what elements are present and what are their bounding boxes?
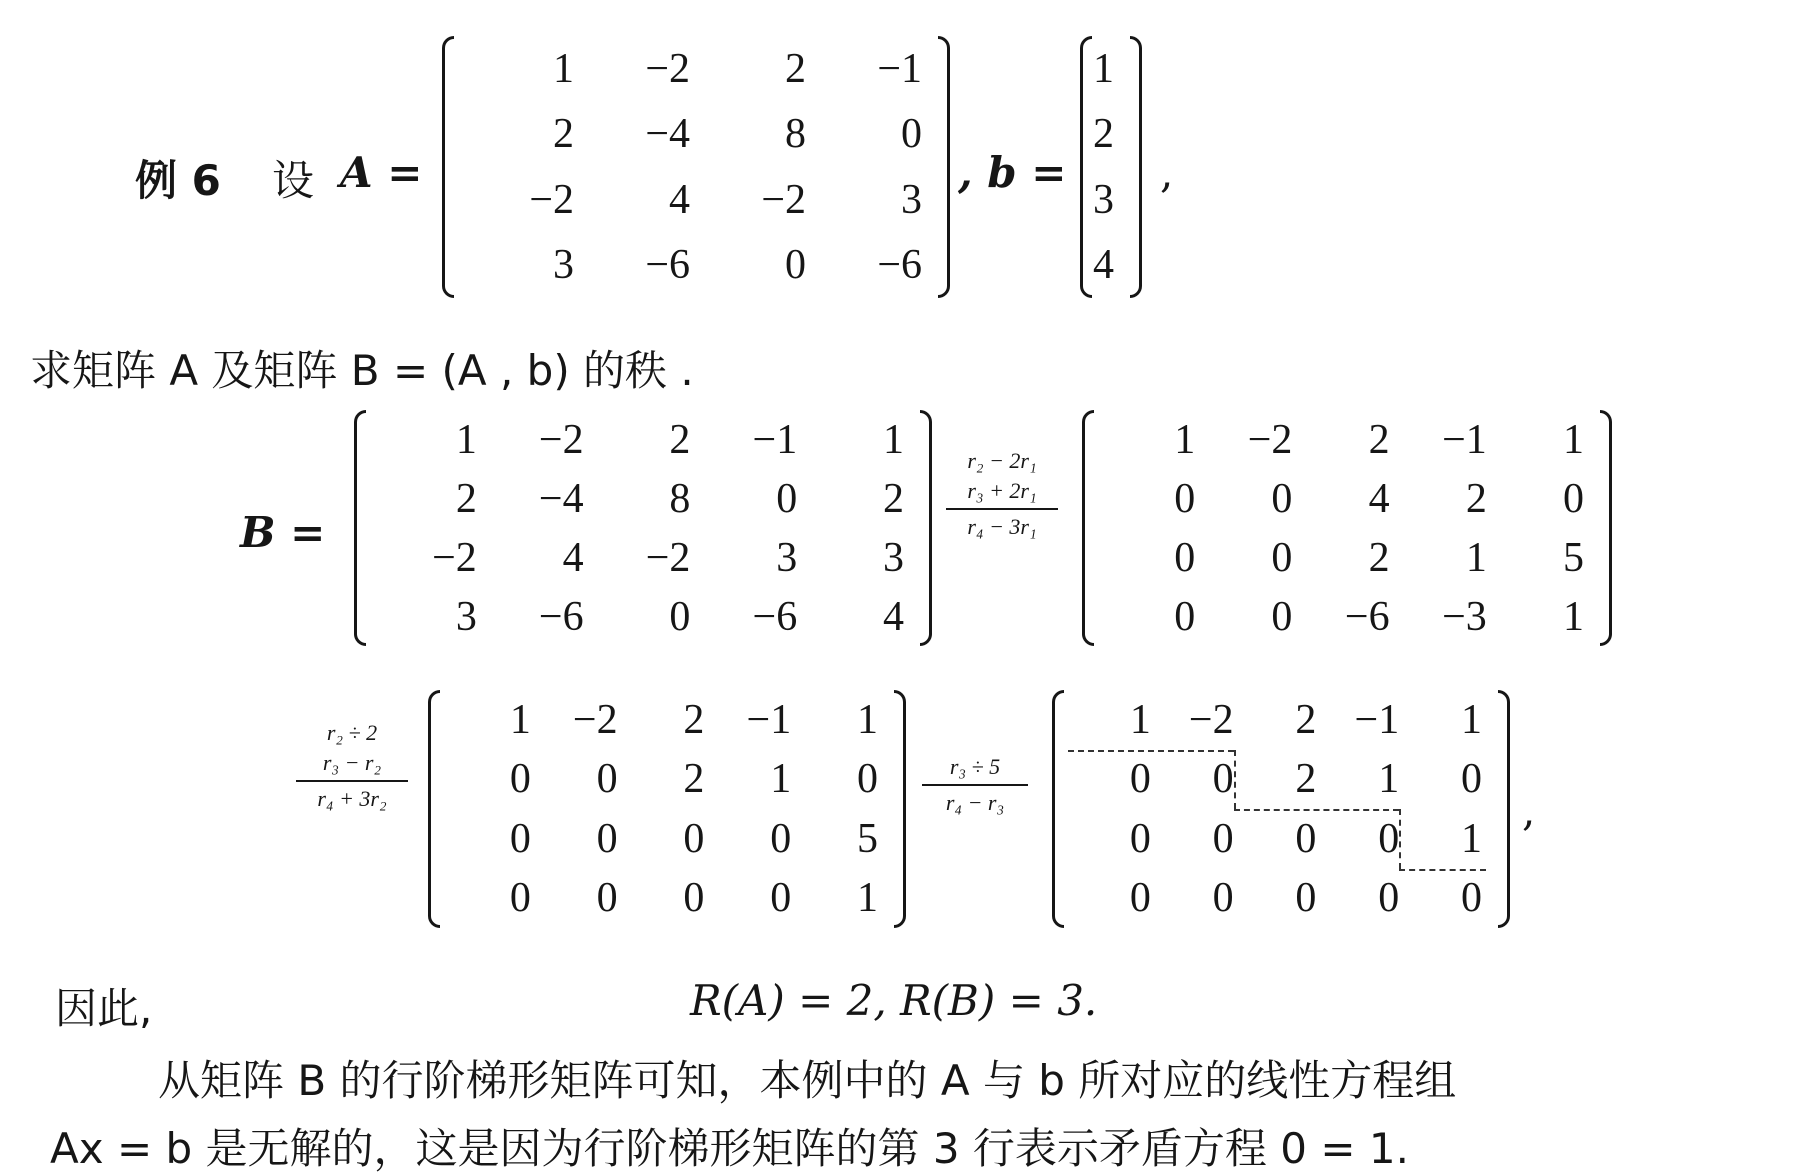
left-bracket [1052, 690, 1064, 928]
matrix-cell: 5 [857, 815, 878, 862]
matrix-cell: 1 [857, 696, 878, 743]
staircase-dashed-line [1234, 750, 1236, 810]
row-operation: r₃ ÷ 5 [949, 754, 1001, 779]
matrix-cell: 1 [1461, 815, 1482, 862]
matrix-cell: 0 [683, 875, 705, 922]
matrix-cell: 0 [770, 815, 792, 862]
matrix-cell: 0 [1174, 593, 1196, 640]
matrix-cell: 0 [1271, 593, 1293, 640]
matrix-cell: −2 [761, 176, 806, 223]
matrix-cell: −2 [1188, 696, 1234, 743]
row-operation: r₂ − 2r₁ [967, 448, 1037, 473]
explanation-line-2: Ax = b 是无解的，这是因为行阶梯形矩阵的第 3 行表示矛盾方程 0 = 1. [50, 1124, 1409, 1173]
matrix-cell: 8 [669, 475, 691, 522]
matrix-cell: −1 [1442, 416, 1487, 463]
matrix-cell: −4 [645, 111, 690, 158]
staircase-dashed-line [1234, 809, 1400, 811]
row-operation: r₃ + 2r₁ [967, 478, 1037, 503]
matrix-cell: 0 [1174, 534, 1196, 581]
matrix-cell: 4 [883, 593, 904, 640]
row-operation: r₃ − r₂ [322, 750, 382, 775]
matrix-cell: 2 [883, 475, 904, 522]
rank-result: R(A) = 2, R(B) = 3. [690, 976, 1098, 1025]
matrix-cell: −6 [877, 242, 922, 289]
example-trailing-comma: , [1160, 148, 1174, 197]
matrix-cell: 2 [1093, 111, 1114, 158]
matrix-cell: 2 [455, 475, 477, 522]
matrix-cell: 0 [596, 756, 618, 803]
matrix-cell: 0 [857, 756, 878, 803]
matrix-cell: 0 [1129, 815, 1151, 862]
matrix-cell: 2 [1368, 534, 1390, 581]
transform-arrow [946, 508, 1058, 510]
row-ops-step3 [922, 752, 1028, 818]
staircase-dashed-line [1399, 809, 1401, 869]
matrix-cell: 1 [509, 696, 531, 743]
matrix-cell: 3 [455, 593, 477, 640]
matrix-cell: 1 [1174, 416, 1196, 463]
matrix-cell: −2 [538, 416, 584, 463]
matrix-cell: 0 [1378, 875, 1400, 922]
staircase-dashed-line [1399, 869, 1486, 871]
matrix-cell: −1 [752, 416, 798, 463]
matrix-cell: 4 [562, 534, 584, 581]
matrix-cell: −2 [572, 696, 618, 743]
matrix-cell: 3 [883, 534, 904, 581]
matrix-cell: −6 [752, 593, 798, 640]
matrix-cell: 5 [1563, 534, 1584, 581]
matrix-B-assign: B = [240, 508, 326, 557]
matrix-cell: 2 [683, 756, 705, 803]
left-bracket [1082, 410, 1094, 646]
matrix-cell: −1 [1354, 696, 1400, 743]
matrix-cell: 0 [1129, 875, 1151, 922]
matrix-cell: 2 [1295, 756, 1317, 803]
matrix-cell: 0 [509, 756, 531, 803]
row-operation: r₄ − r₃ [945, 790, 1005, 815]
matrix-cell: 2 [553, 111, 574, 158]
matrix-cell: 0 [1212, 815, 1234, 862]
right-bracket [938, 36, 950, 298]
matrix-cell: 2 [683, 696, 705, 743]
matrix-cell: 0 [1461, 756, 1482, 803]
matrix-cell: 1 [770, 756, 792, 803]
matrix-cell: 2 [1465, 475, 1487, 522]
explanation-line-1: 从矩阵 B 的行阶梯形矩阵可知，本例中的 A 与 b 所对应的线性方程组 [158, 1056, 1457, 1105]
left-bracket [354, 410, 366, 646]
matrix-cell: −2 [432, 534, 477, 581]
right-bracket [920, 410, 932, 646]
matrix-A [442, 36, 950, 298]
right-bracket [894, 690, 906, 928]
matrix-cell: 1 [1465, 534, 1487, 581]
matrix-cell: 0 [1271, 475, 1293, 522]
matrix-cell: 0 [669, 593, 691, 640]
matrix-cell: 2 [785, 45, 806, 92]
matrix-cell: −4 [538, 475, 584, 522]
matrix-cell: 0 [1295, 815, 1317, 862]
matrix-cell: 0 [509, 875, 531, 922]
matrix-B [354, 410, 932, 646]
matrix-cell: 2 [1295, 696, 1317, 743]
matrix-cell: 4 [1093, 242, 1114, 289]
staircase-dashed-line [1068, 750, 1234, 752]
matrix-cell: 0 [1174, 475, 1196, 522]
matrix-cell: 0 [1271, 534, 1293, 581]
matrix-cell: 1 [883, 416, 904, 463]
therefore-label: 因此, [55, 984, 153, 1033]
vector-b [1080, 36, 1142, 298]
matrix-cell: 1 [1093, 45, 1114, 92]
matrix-cell: 0 [596, 815, 618, 862]
matrix-cell: 1 [455, 416, 477, 463]
question-text: 求矩阵 A 及矩阵 B = (A , b) 的秩 . [30, 346, 694, 395]
matrix-cell: 0 [509, 815, 531, 862]
matrix-cell: 1 [1378, 756, 1400, 803]
matrix-cell: −1 [877, 45, 922, 92]
matrix-cell: 1 [1129, 696, 1151, 743]
row-operation: r₄ + 3r₂ [317, 786, 387, 811]
matrix-cell: 0 [1129, 756, 1151, 803]
row-ops-step2 [296, 718, 408, 814]
matrix-cell: 0 [1461, 875, 1482, 922]
matrix-cell: 0 [1378, 815, 1400, 862]
matrix-cell: −6 [538, 593, 584, 640]
row-operation: r₄ − 3r₁ [967, 514, 1037, 539]
left-bracket [1080, 36, 1092, 298]
matrix-cell: 0 [1295, 875, 1317, 922]
matrix-cell: 1 [1461, 696, 1482, 743]
matrix-cell: 1 [857, 875, 878, 922]
example-label: 例 6 [135, 156, 221, 205]
matrix-cell: 0 [1563, 475, 1584, 522]
matrix-cell: 0 [596, 875, 618, 922]
example-set-word: 设 [272, 156, 315, 205]
matrix-cell: −2 [1247, 416, 1293, 463]
matrix-cell: 0 [1212, 875, 1234, 922]
left-bracket [442, 36, 454, 298]
row-ops-step1 [946, 446, 1058, 542]
matrix-cell: 0 [901, 111, 922, 158]
matrix-cell: 1 [1563, 416, 1584, 463]
matrix-step1 [1082, 410, 1612, 646]
right-bracket [1130, 36, 1142, 298]
matrix-cell: 0 [785, 242, 806, 289]
matrix-cell: 8 [785, 111, 806, 158]
matrix-cell: 4 [1368, 475, 1390, 522]
matrix-cell: 3 [1093, 176, 1114, 223]
matrix-cell: 0 [776, 475, 798, 522]
matrix-step2 [428, 690, 906, 928]
matrix-cell: 1 [553, 45, 574, 92]
vector-b-assign: , b = [958, 148, 1067, 197]
matrix-cell: −2 [645, 534, 691, 581]
matrix-cell: −2 [645, 45, 690, 92]
matrix-cell: 3 [553, 242, 574, 289]
matrix-step3-row-echelon [1052, 690, 1510, 928]
matrix-cell: 1 [1563, 593, 1584, 640]
matrix-cell: 2 [1368, 416, 1390, 463]
matrix-cell: 3 [776, 534, 798, 581]
matrix-cell: 4 [669, 176, 690, 223]
transform-arrow [296, 780, 408, 782]
right-bracket [1498, 690, 1510, 928]
matrix-cell: −6 [1344, 593, 1390, 640]
matrix-A-assign: A = [340, 148, 423, 197]
matrix-cell: 2 [669, 416, 691, 463]
matrix-cell: 3 [901, 176, 922, 223]
transform-arrow [922, 784, 1028, 786]
row-operation: r₂ ÷ 2 [326, 720, 378, 745]
matrix-cell: 0 [683, 815, 705, 862]
matrix-cell: 0 [770, 875, 792, 922]
derivation-end-comma: , [1522, 786, 1536, 835]
matrix-cell: −3 [1442, 593, 1487, 640]
matrix-cell: 0 [1212, 756, 1234, 803]
matrix-cell: −1 [746, 696, 792, 743]
matrix-cell: −6 [645, 242, 690, 289]
matrix-cell: −2 [529, 176, 574, 223]
right-bracket [1600, 410, 1612, 646]
left-bracket [428, 690, 440, 928]
